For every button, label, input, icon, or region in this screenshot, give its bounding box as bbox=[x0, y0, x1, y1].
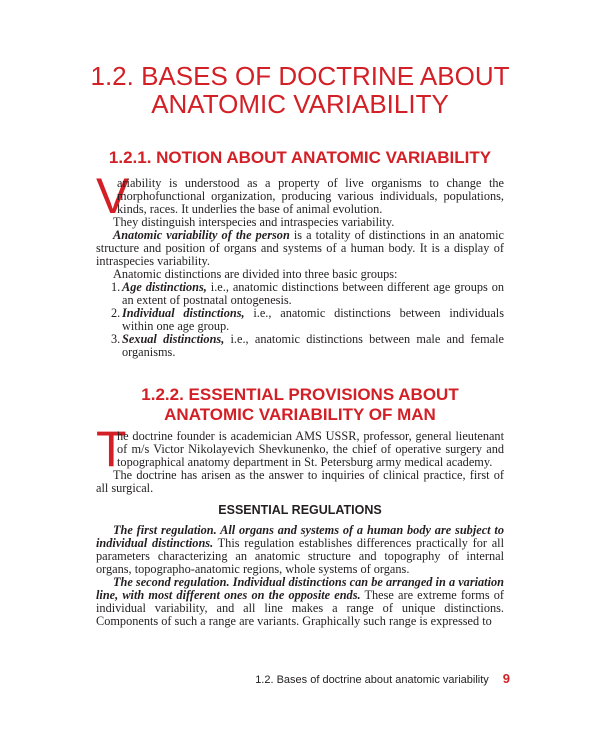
distinction-groups-list bbox=[96, 281, 504, 359]
paragraph-first-regulation bbox=[96, 524, 504, 576]
section-heading-notion: 1.2.1. NOTION ABOUT ANATOMIC VARIABILITY bbox=[108, 148, 492, 167]
list-item bbox=[96, 281, 504, 307]
page-footer bbox=[200, 671, 510, 686]
regulation-lead: The second regulation. Individual distinctions can be arranged in a variation line, with most different ones on the opposite ends. bbox=[96, 575, 504, 602]
term-lead: Age distinctions, bbox=[122, 280, 207, 294]
regulations-title: ESSENTIAL REGULATIONS bbox=[218, 503, 382, 517]
regulation-lead: The first regulation. All organs and systems of a human body are subject to individual distinctions. bbox=[96, 523, 504, 550]
term-lead: Individual distinctions, bbox=[122, 306, 245, 320]
paragraph-origin: The doctrine has arisen as the answer to inquiries of clinical practice, first of all surgical. bbox=[96, 468, 504, 495]
drop-cap: T bbox=[96, 430, 127, 469]
running-title: 1.2. Bases of doctrine about anatomic variability bbox=[255, 674, 489, 686]
paragraph-founder bbox=[96, 430, 504, 469]
list-item bbox=[96, 307, 504, 333]
term-lead: Sexual distinctions, bbox=[122, 332, 225, 346]
paragraph-text: This regulation establishes differences practically for all parameters characterizing an anatomic structure and topography of internal organs, topographo-anatomic regions, whole systems of organs. bbox=[96, 536, 505, 576]
drop-cap: V bbox=[96, 177, 130, 216]
paragraph-text: ariability is understood as a property of live organisms to change the morphofunctional organization, producing various individuals, populations, kinds, races. It underlies the base of animal evolution. bbox=[117, 177, 504, 216]
section-body-notion bbox=[96, 177, 504, 359]
list-text: i.e., anatomic distinctions between different age groups on an extent of postnatal ontogenesis. bbox=[122, 280, 504, 307]
list-item bbox=[96, 333, 504, 359]
paragraph-groups-intro: Anatomic distinctions are divided into three basic groups: bbox=[113, 267, 398, 281]
term-lead: Anatomic variability of the person bbox=[113, 228, 290, 242]
list-text: i.e., anatomic distinctions between male and female organisms. bbox=[122, 332, 504, 359]
paragraph-second-regulation bbox=[96, 576, 504, 628]
paragraph-distinguish: They distinguish interspecies and intraspecies variability. bbox=[113, 215, 395, 229]
chapter-title: 1.2. BASES OF DOCTRINE ABOUT ANATOMIC VARIABILITY bbox=[90, 61, 510, 119]
paragraph-variability bbox=[96, 177, 504, 216]
list-text: i.e., anatomic distinctions between individuals within one age group. bbox=[122, 306, 504, 333]
section-body-provisions bbox=[96, 430, 504, 628]
list-number: 3. bbox=[111, 332, 121, 346]
list-number: 2. bbox=[111, 306, 121, 320]
list-number: 1. bbox=[111, 280, 121, 294]
paragraph-definition bbox=[96, 229, 504, 268]
page-number: 9 bbox=[502, 671, 510, 686]
section-heading-provisions: 1.2.2. ESSENTIAL PROVISIONS ABOUT ANATOMIC VARIABILITY OF MAN bbox=[141, 385, 459, 424]
paragraph-text: he doctrine founder is academician AMS USSR, professor, general lieutenant of m/s Victor Nikolayevich Shevkunenko, the chief of operative surgery and topographical anatomy department in St. Petersburg army medical academy. bbox=[117, 430, 504, 469]
paragraph-text: is a totality of distinctions in an anatomic structure and position of organs and systems of a human body. It is a display of intraspecies variability. bbox=[96, 228, 505, 268]
paragraph-text: These are extreme forms of individual variability, and all line makes a range of unique distinctions. Components of such a range are variants. Graphically such range is expressed to bbox=[96, 588, 504, 628]
